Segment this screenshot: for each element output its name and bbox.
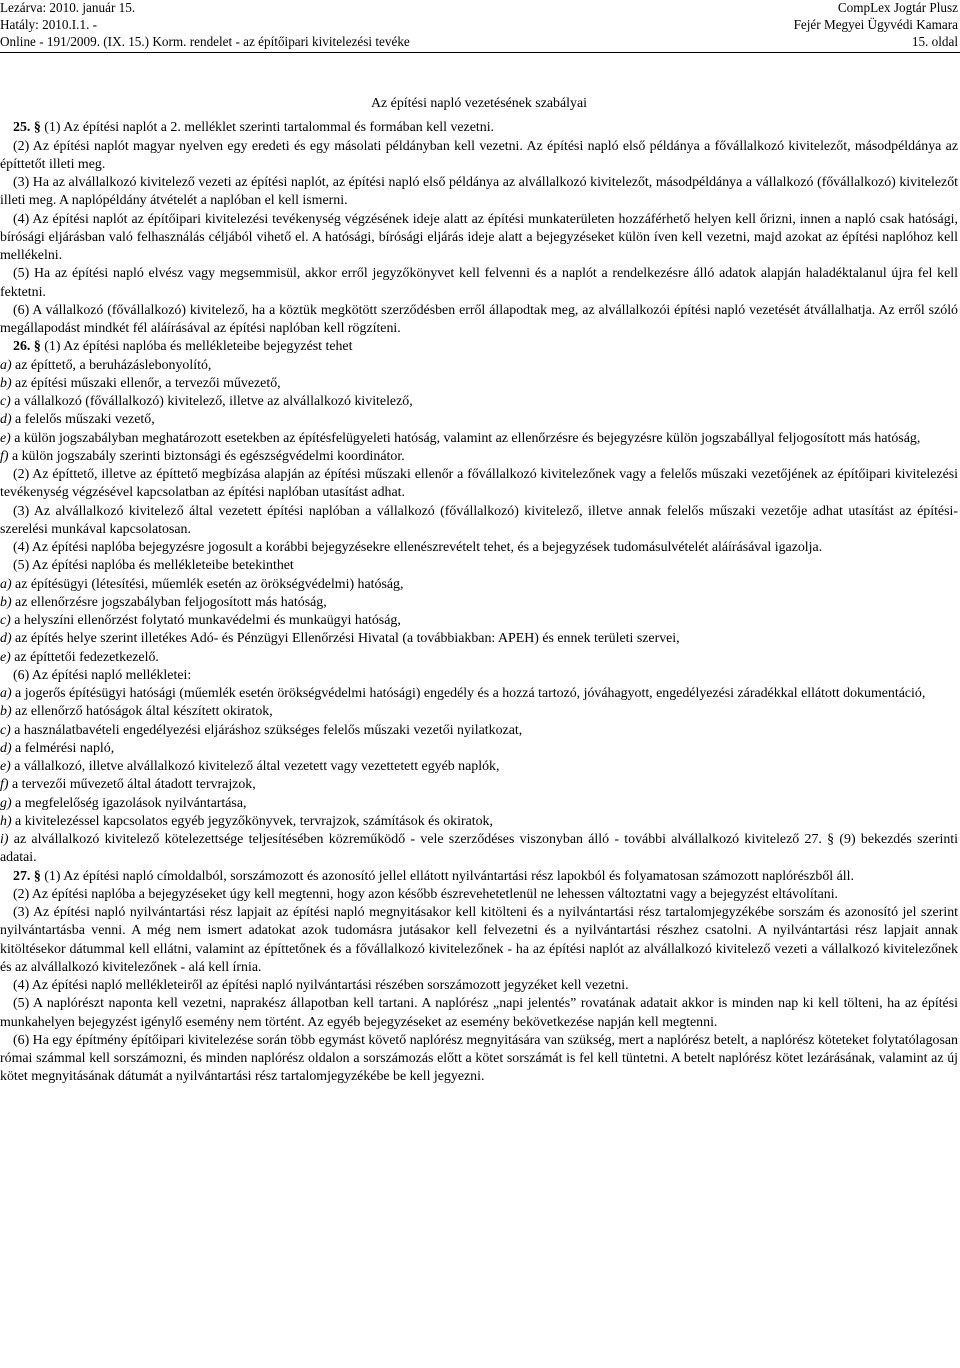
list-item: h) a kivitelezéssel kapcsolatos egyéb jegyzőkönyvek, tervrajzok, számítások és okiratok, (0, 813, 493, 829)
paragraph-26-2: (2) Az építtető, illetve az építtető megbízása alapján az építési műszaki ellenőr a fővállalkozó kivitelezőnek vagy a felelős műszaki vezetőjének az építőipari kivitelezési tevékenység végzésével kapcsolatban az építési naplóban utasítást adhat. (0, 467, 958, 501)
header-right (794, 0, 958, 51)
paragraph-26-3: (3) Az alvállalkozó kivitelező által vezetett építési naplóban a vállalkozó (fővállalkozó) kivitelező, illetve annak felelős műszaki vezetője adhat utasítást az építési-szerelési munkával kapcsolatosan. (0, 503, 958, 537)
section-number: 26. (13, 339, 31, 355)
list-item: d) a felelős műszaki vezető, (0, 412, 155, 428)
paragraph-25-1: 25. § (1) Az építési naplót a 2. melléklet szerinti tartalommal és formában kell vezetni. (13, 120, 495, 136)
list-item: c) a vállalkozó (fővállalkozó) kivitelező, illetve az alvállalkozó kivitelező, (0, 394, 413, 409)
header-organization: Fejér Megyei Ügyvédi Kamara (793, 17, 958, 33)
paragraph-27-2: (2) Az építési naplóba a bejegyzéseket úgy kell megtenni, hogy azon később észrevehetetlenül ne lehessen változtatni vagy a bejegyzést eltávolítani. (13, 886, 839, 902)
header-page-number: 15. oldal (911, 34, 958, 50)
paragraph-25-4: (4) Az építési naplót az építőipari kivitelezési tevékenység végzésének ideje alatt az építési munkaterületen hozzáférhető helyen kell őrizni, innen a napló csak hatósági, bírósági eljárásban való felhasználás céljából vihető el. A hatósági, bírósági eljárás ideje alatt a bejegyzéseket külön íven kell vezetni, majd azokat az építési naplóhoz kell mellékelni. (0, 211, 958, 263)
header-document-reference: Online - 191/2009. (IX. 15.) Korm. rendelet - az építőipari kivitelezési tevéke (0, 34, 410, 50)
list-item: e) a vállalkozó, illetve alvállalkozó kivitelező által vezetett vagy vezettetett egyéb naplók, (0, 759, 500, 774)
document-body (0, 95, 958, 1087)
list-item: f) a külön jogszabály szerinti biztonsági és egészségvédelmi koordinátor. (0, 448, 405, 464)
header-effective-date: Hatály: 2010.I.1. - (0, 17, 98, 33)
paragraph-25-6: (6) A vállalkozó (fővállalkozó) kivitelező, ha a köztük megkötött szerződésben erről állapodtak meg, az alvállalkozói építési napló vezetését átvállalhatja. Az erről szóló megállapodást mindkét fél aláírásával az építési naplóban kell rögzíteni. (0, 302, 958, 336)
paragraph-26-5: (5) Az építési naplóba és mellékleteibe betekinthet (13, 558, 294, 574)
page-header (0, 0, 960, 53)
section-sign: § (33, 868, 41, 884)
list-item: b) az ellenőrző hatóságok által készített okiratok, (0, 704, 273, 720)
list-item: d) a felmérési napló, (0, 740, 115, 756)
paragraph-25-3: (3) Ha az alvállalkozó kivitelező vezeti az építési naplót, az építési napló első példánya az alvállalkozó kivitelezőt, másodpéldánya a vállalkozó (fővállalkozó) kivitelezőt illeti meg. A naplópéldány átvételét a naplóban el kell ismerni. (0, 175, 958, 209)
paragraph-26-4: (4) Az építési naplóba bejegyzésre jogosult a korábbi bejegyzésekre ellenészrevételt tehet, és a bejegyzések tudomásulvételét aláírásával igazolja. (13, 540, 823, 555)
list-item: b) az ellenőrzésre jogszabályban feljogosított más hatóság, (0, 594, 327, 610)
paragraph-27-6: (6) Ha egy építmény építőipari kivitelezése során több egymást követő naplórész megnyitására van szükség, mert a naplórész betelt, a naplórész köteteket folytatólagosan római számmal kell sorszámozni, és minden naplórész oldalon a sorszámozás előtt a kötet sorszámát is fel kell tüntetni. A betelt naplórész kötet lezárásának, valamint az új kötet megnyitásának dátumát a nyilvántartási rész tartalomjegyzékébe be kell jegyezni. (0, 1032, 958, 1085)
paragraph-27-4: (4) Az építési napló mellékleteiről az építési napló nyilvántartási részében sorszámozott jegyzéket kell vezetni. (13, 978, 629, 993)
paragraph-25-2: (2) Az építési naplót magyar nyelven egy eredeti és egy másolati példányban kell vezetni. Az építési napló első példánya a fővállalkozó kivitelezőt, másodpéldánya az építtetőt illeti meg. (0, 138, 958, 172)
section-title: Az építési napló vezetésének szabályai (371, 96, 587, 111)
header-closed-date: Lezárva: 2010. január 15. (0, 0, 136, 15)
paragraph-25-5: (5) Ha az építési napló elvész vagy megsemmisül, akkor erről jegyzőkönyvet kell felvenni és a naplót a rendelkezésre álló adatok alapján haladéktalanul újra fel kell fektetni. (0, 266, 958, 300)
list-item: f) a tervezői művezető által átadott tervrajzok, (0, 777, 256, 793)
list-item: b) az építési műszaki ellenőr, a tervezői művezető, (0, 375, 281, 391)
list-item: a) a jogerős építésügyi hatósági (műemlék esetén örökségvédelmi hatósági) engedély és a hozzá tartozó, jóváhagyott, engedélyezési záradékkal ellátott dokumentáció, (0, 686, 926, 701)
header-divider (0, 52, 960, 53)
list-item: i) az alvállalkozó kivitelező kötelezettsége teljesítésében közreműködő - vele szerződéses viszonyban álló - további alvállalkozó kivitelező 27. § (9) bekezdés szerinti adatai. (0, 832, 958, 866)
list-item: e) az építtetői fedezetkezelő. (0, 649, 159, 665)
paragraph-27-1: 27. § (1) Az építési napló címoldalból, sorszámozott és azonosító jellel ellátott nyilvántartási rész lapokból és folyamatosan számozott naplórészből áll. (13, 868, 854, 884)
list-item: g) a megfelelőség igazolások nyilvántartása, (0, 795, 247, 811)
list-item: c) a helyszíni ellenőrzést folytató munkavédelmi és munkaügyi hatóság, (0, 613, 401, 628)
section-number: 25. (13, 120, 31, 136)
section-sign: § (33, 339, 41, 355)
list-item: a) az építésügyi (létesítési, műemlék esetén az örökségvédelmi) hatóság, (0, 576, 404, 592)
list-item: e) a külön jogszabályban meghatározott esetekben az építésfelügyeleti hatóság, valamint az ellenőrzésre és bejegyzésre külön jogszabállyal feljogosított más hatóság, (0, 430, 921, 446)
header-left (0, 0, 410, 51)
paragraph-27-3: (3) Az építési napló nyilvántartási rész lapjait az építési napló megnyitásakor kell kitölteni és a nyilvántartási rész tartalomjegyzékébe sorszám és azonosító jel szerint nyilvántartásba venni. A még nem ismert adatokat azok tudomásra jutásakor kell felvezetni és a nyilvántartási részhez csatolni. A nyilvántartási rész lapjait annak kitöltésekor dátummal kell ellátni, valamint az építtetőnek és a fővállalkozó kivitelezőnek - ha az építési naplót az alvállalkozó kivitelező vezeti a vállalkozó kivitelezőnek és az alvállalkozó kivitelezőnek - alá kell írnia. (0, 905, 958, 975)
header-product-name: CompLex Jogtár Plusz (837, 0, 958, 15)
paragraph-26-1: 26. § (1) Az építési naplóba és mellékleteibe bejegyzést tehet (13, 339, 353, 355)
section-number: 27. (13, 868, 31, 884)
paragraph-27-5: (5) A naplórészt naponta kell vezetni, naprakész állapotban kell tartani. A naplórész „napi jelentés” rovatának adatait akkor is minden nap ki kell tölteni, ha az építési munkahelyen bejegyzést igénylő esemény nem történt. Az egyéb bejegyzéseket az esemény bekövetkezése napján kell megtenni. (0, 996, 958, 1030)
list-item: d) az építés helye szerint illetékes Adó- és Pénzügyi Ellenőrzési Hivatal (a továbbiakban: APEH) és ennek területi szervei, (0, 631, 680, 647)
list-item: a) az építtető, a beruházáslebonyolító, (0, 357, 212, 373)
section-sign: § (33, 120, 41, 136)
list-item: c) a használatbavételi engedélyezési eljáráshoz szükséges felelős műszaki vezetői nyilatkozat, (0, 722, 523, 738)
paragraph-26-6: (6) Az építési napló mellékletei: (13, 667, 192, 683)
